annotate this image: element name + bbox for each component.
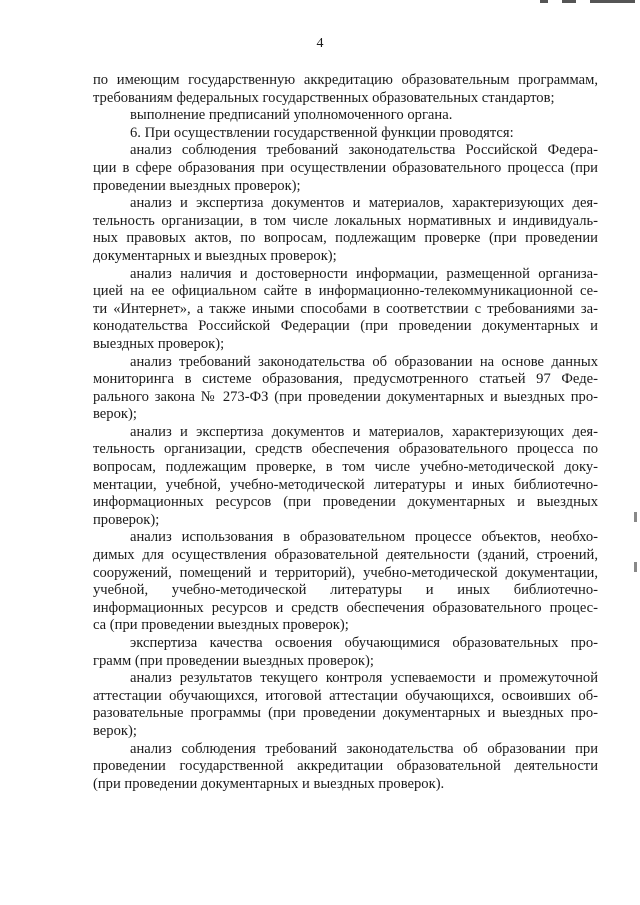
- text-line: анализ использования в образовательном процессе объектов, необхо-: [130, 529, 598, 546]
- text-line: ции в сфере образования при осуществлении образовательного процесса (при: [93, 159, 598, 176]
- text-line: анализ и экспертиза документов и материалов, характеризующих дея-: [130, 195, 598, 212]
- text-line: выездных проверок);: [93, 335, 225, 352]
- text-line: са (при проведении выездных проверок);: [93, 617, 349, 634]
- text-line: ных правовых актов, по вопросам, подлежащим проверке (при проведении: [93, 230, 598, 247]
- text-line: 6. При осуществлении государственной функции проводятся:: [130, 124, 514, 141]
- text-line: анализ результатов текущего контроля успеваемости и промежуточной: [130, 670, 598, 687]
- text-line: цией на ее официальном сайте в информационно-телекоммуникационной се-: [93, 283, 598, 300]
- text-line: грамм (при проведении выездных проверок);: [93, 652, 374, 669]
- text-line: конодательства Российской Федерации (при проведении документарных и: [93, 318, 598, 335]
- text-line: (при проведении документарных и выездных проверок).: [93, 775, 445, 792]
- page-number: 4: [316, 36, 324, 51]
- text-line: разовательные программы (при проведении документарных и выездных про-: [93, 705, 598, 722]
- document-body: [93, 72, 598, 793]
- scan-edge-mark: [634, 562, 637, 572]
- text-line: анализ соблюдения требований законодательства Российской Федера-: [130, 142, 598, 159]
- text-line: аттестации обучающихся, итоговой аттестации обучающихся, освоивших об-: [93, 687, 598, 704]
- text-line: ментации, учебной, учебно-методической литературы и иных библиотечно-: [93, 476, 598, 493]
- text-line: димых для осуществления образовательной деятельности (зданий, строений,: [93, 547, 598, 564]
- text-line: анализ наличия и достоверности информации, размещенной организа-: [130, 265, 598, 282]
- text-line: анализ и экспертиза документов и материалов, характеризующих дея-: [130, 423, 598, 440]
- text-line: тельность организации, средств обеспечения образовательного процесса по: [93, 441, 598, 458]
- text-line: экспертиза качества освоения обучающимися образовательных про-: [130, 635, 598, 651]
- text-line: информационных ресурсов (при проведении документарных и выездных: [93, 494, 598, 511]
- text-line: анализ соблюдения требований законодательства об образовании при: [130, 740, 598, 757]
- text-line: рального закона № 273-ФЗ (при проведении документарных и выездных про-: [93, 388, 598, 405]
- text-line: ти «Интернет», а также иными способами в соответствии с требованиями за-: [93, 300, 598, 317]
- text-line: верок);: [93, 722, 137, 739]
- scan-corner-mark: [540, 0, 640, 6]
- text-line: информационных ресурсов и средств обеспечения образовательного процес-: [93, 599, 598, 616]
- text-line: проведении государственной аккредитации образовательной деятельности: [93, 758, 598, 775]
- text-line: документарных и выездных проверок);: [93, 247, 337, 264]
- text-line: по имеющим государственную аккредитацию образовательным программам,: [93, 72, 598, 88]
- text-line: вопросам, подлежащим проверке, в том числе учебно-методической доку-: [93, 459, 598, 476]
- text-line: проведении выездных проверок);: [93, 177, 301, 194]
- text-line: анализ требований законодательства об образовании на основе данных: [130, 353, 598, 370]
- scan-edge-mark: [634, 512, 637, 522]
- text-line: выполнение предписаний уполномоченного органа.: [130, 107, 453, 124]
- text-line: тельность организации, в том числе локальных нормативных и индивидуаль-: [93, 212, 598, 229]
- text-line: мониторинга в системе образования, предусмотренного статьей 97 Феде-: [93, 371, 598, 388]
- text-line: учебной, учебно-методической литературы и иных библиотечно-: [93, 582, 598, 599]
- text-line: верок);: [93, 406, 137, 423]
- text-line: требованиям федеральных государственных образовательных стандартов;: [93, 89, 555, 106]
- text-line: проверок);: [93, 511, 160, 528]
- text-line: сооружений, помещений и территорий), учебно-методической документации,: [93, 564, 598, 581]
